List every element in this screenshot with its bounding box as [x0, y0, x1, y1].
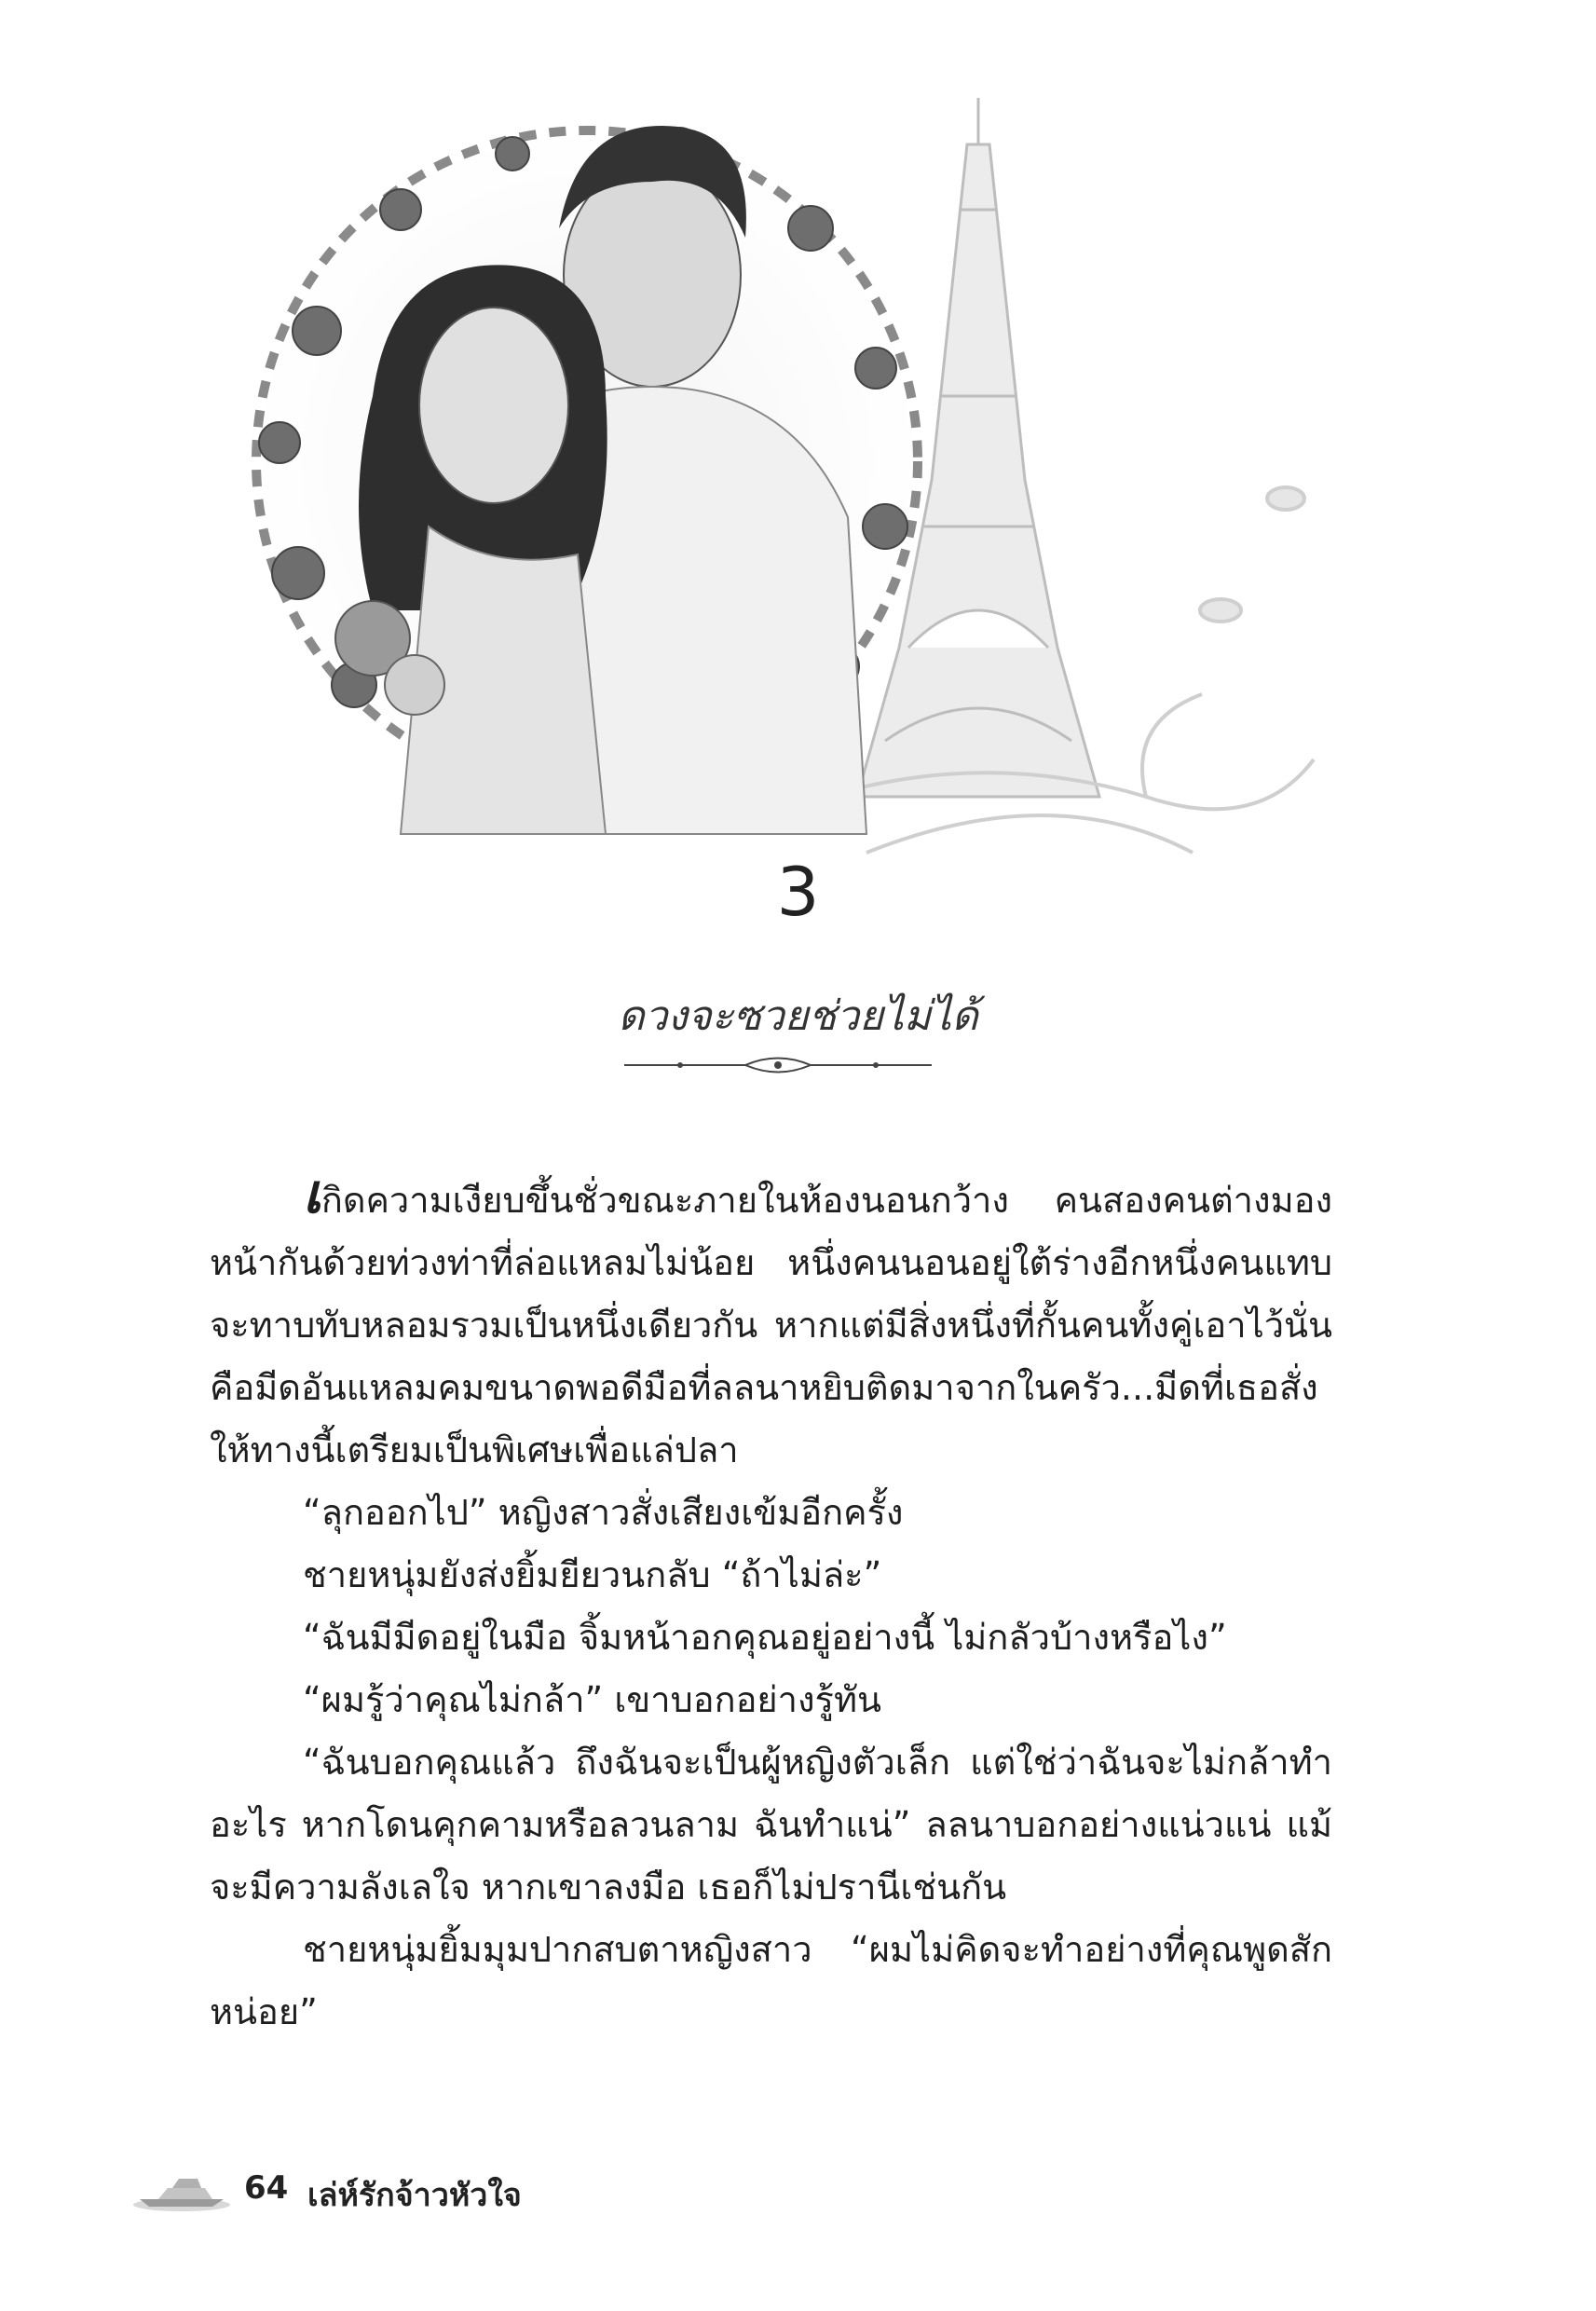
chapter-title: ดวงจะซวยช่วยไม่ได้: [618, 992, 978, 1040]
chapter-number: 3: [776, 853, 820, 931]
divider-ornament-icon: [624, 1051, 932, 1079]
paragraph-7: ชายหนุ่มยิ้มมุมปากสบตาหญิงสาว “ผมไม่คิดจะทำอย่างที่คุณพูดสักหน่อย”: [210, 1929, 1332, 2032]
paragraph-4: “ฉันมีมีดอยู่ในมือ จิ้มหน้าอกคุณอยู่อย่างนี้ ไม่กลัวบ้างหรือไง”: [303, 1617, 1227, 1658]
book-title: เล่ห์รักจ้าวหัวใจ: [307, 2177, 522, 2214]
chapter-body: [210, 1163, 1332, 2044]
paragraph-6: “ฉันบอกคุณแล้ว ถึงฉันจะเป็นผู้หญิงตัวเล็ก แต่ใช่ว่าฉันจะไม่กล้าทำอะไร หากโดนคุกคามหรือลวนลาม ฉันทำแน่” ลลนาบอกอย่างแน่วแน่ แม้จะมีความลังเลใจ หากเขาลงมือ เธอก็ไม่ปรานีเช่นกัน: [210, 1742, 1332, 1908]
paragraph-1-text: กิดความเงียบขึ้นชั่วขณะภายในห้องนอนกว้าง คนสองคนต่างมองหน้ากันด้วยท่วงท่าที่ล่อแหลมไม่น้อย หนึ่งคนนอนอยู่ใต้ร่างอีกหนึ่งคนแทบจะทาบทับหลอมรวมเป็นหนึ่งเดียวกัน หากแต่มีสิ่งหนึ่งที่กั้นคนทั้งคู่เอาไว้นั่นคือมีดอันแหลมคมขนาดพอดีมือที่ลลนาหยิบติดมาจากในครัว...มีดที่เธอสั่งให้ทางนี้เตรียมเป็นพิเศษเพื่อแล่ปลา: [210, 1180, 1332, 1470]
page-footer: [130, 2160, 783, 2216]
paragraph-2: “ลุกออกไป” หญิงสาวสั่งเสียงเข้มอีกครั้ง: [303, 1492, 904, 1533]
chapter-illustration: [214, 89, 1351, 890]
paragraph-1: [210, 1163, 1332, 1482]
yacht-icon: [130, 2160, 233, 2216]
paragraph-5: “ผมรู้ว่าคุณไม่กล้า” เขาบอกอย่างรู้ทัน: [303, 1679, 881, 1720]
drop-cap: เ: [303, 1162, 321, 1225]
page-number: 64: [244, 2169, 289, 2207]
paragraph-3: ชายหนุ่มยังส่งยิ้มยียวนกลับ “ถ้าไม่ล่ะ”: [303, 1554, 882, 1595]
